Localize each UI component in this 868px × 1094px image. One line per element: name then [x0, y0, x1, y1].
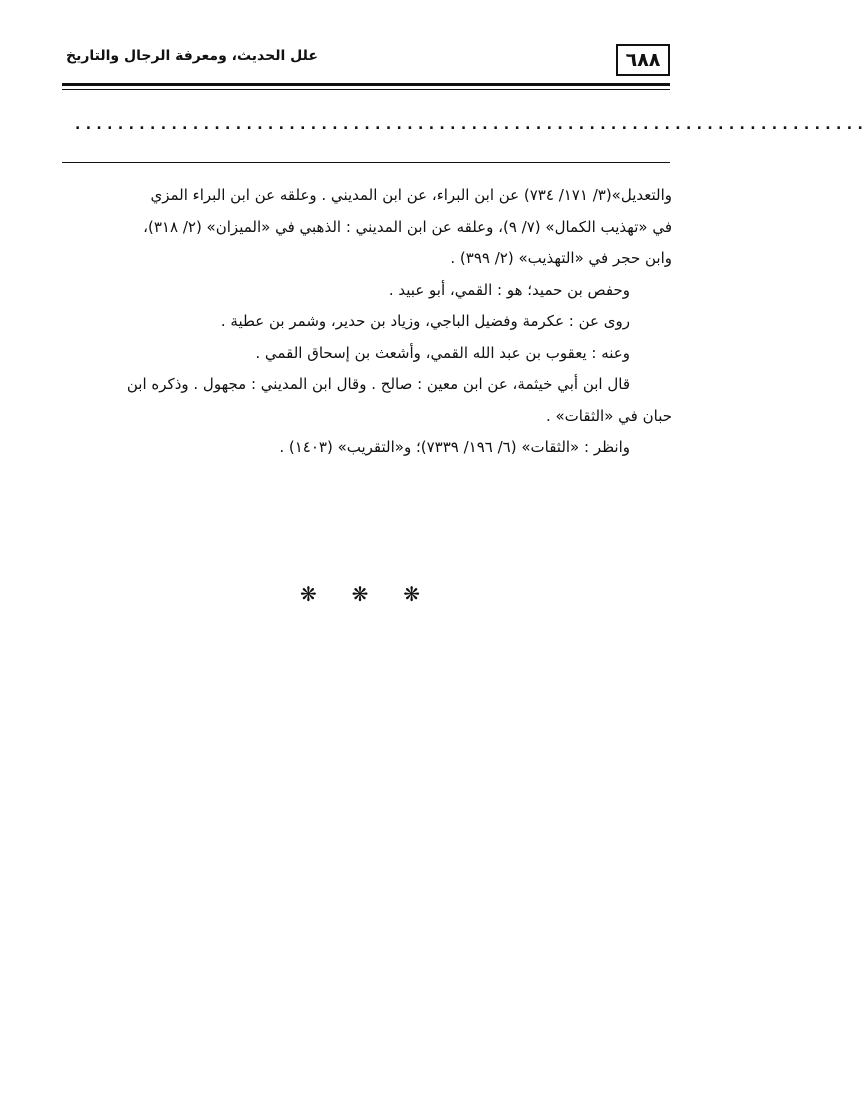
page-header	[62, 44, 670, 84]
narrated-from-line: روى عن : عكرمة وفضيل الباجي، وزياد بن حدير، وشمر بن عطية .	[220, 312, 630, 330]
page-number: ٦٨٨	[616, 44, 670, 76]
footnote-line: في «تهذيب الكمال» (٧/ ٩)، وعلقه عن ابن المديني : الذهبي في «الميزان» (٢/ ٣١٨)،	[143, 217, 672, 236]
opinion-line: قال ابن أبي خيثمة، عن ابن معين : صالح . وقال ابن المديني : مجهول . وذكره ابن	[126, 375, 630, 393]
section-separator	[300, 580, 420, 608]
footnote-rule	[62, 162, 670, 163]
entry-see-also	[60, 432, 672, 464]
header-rule-thin	[62, 89, 670, 90]
footnote-line: والتعديل»(٣/ ١٧١/ ٧٣٤) عن ابن البراء، عن ابن المديني . وعلقه عن ابن البراء المزي	[150, 186, 672, 204]
star-icon: ❋	[351, 582, 369, 606]
dotted-continuation-line: ..........................................................................	[75, 117, 868, 133]
star-icon: ❋	[403, 582, 420, 606]
running-title: علل الحديث، ومعرفة الرجال والتاريخ	[66, 48, 318, 64]
entry-heading	[60, 275, 672, 307]
footnote-paragraph	[60, 180, 672, 275]
entry-narrators	[60, 338, 672, 370]
narrators-line: وعنه : يعقوب بن عبد الله القمي، وأشعث بن إسحاق القمي .	[255, 343, 630, 362]
star-icon: ❋	[300, 582, 317, 606]
entry-name-line: وحفص بن حميد؛ هو : القمي، أبو عبيد .	[388, 280, 630, 299]
footnote-line: وابن حجر في «التهذيب» (٢/ ٣٩٩) .	[450, 249, 672, 267]
opinion-line: حبان في «الثقات» .	[545, 406, 672, 425]
header-rule-thick	[62, 83, 670, 86]
entry-opinions	[60, 369, 672, 432]
see-also-line: وانظر : «الثقات» (٦/ ١٩٦/ ٧٣٣٩)؛ و«التقريب» (١٤٠٣) .	[279, 438, 630, 456]
page-body	[60, 180, 672, 464]
entry-narrated-from	[60, 306, 672, 338]
